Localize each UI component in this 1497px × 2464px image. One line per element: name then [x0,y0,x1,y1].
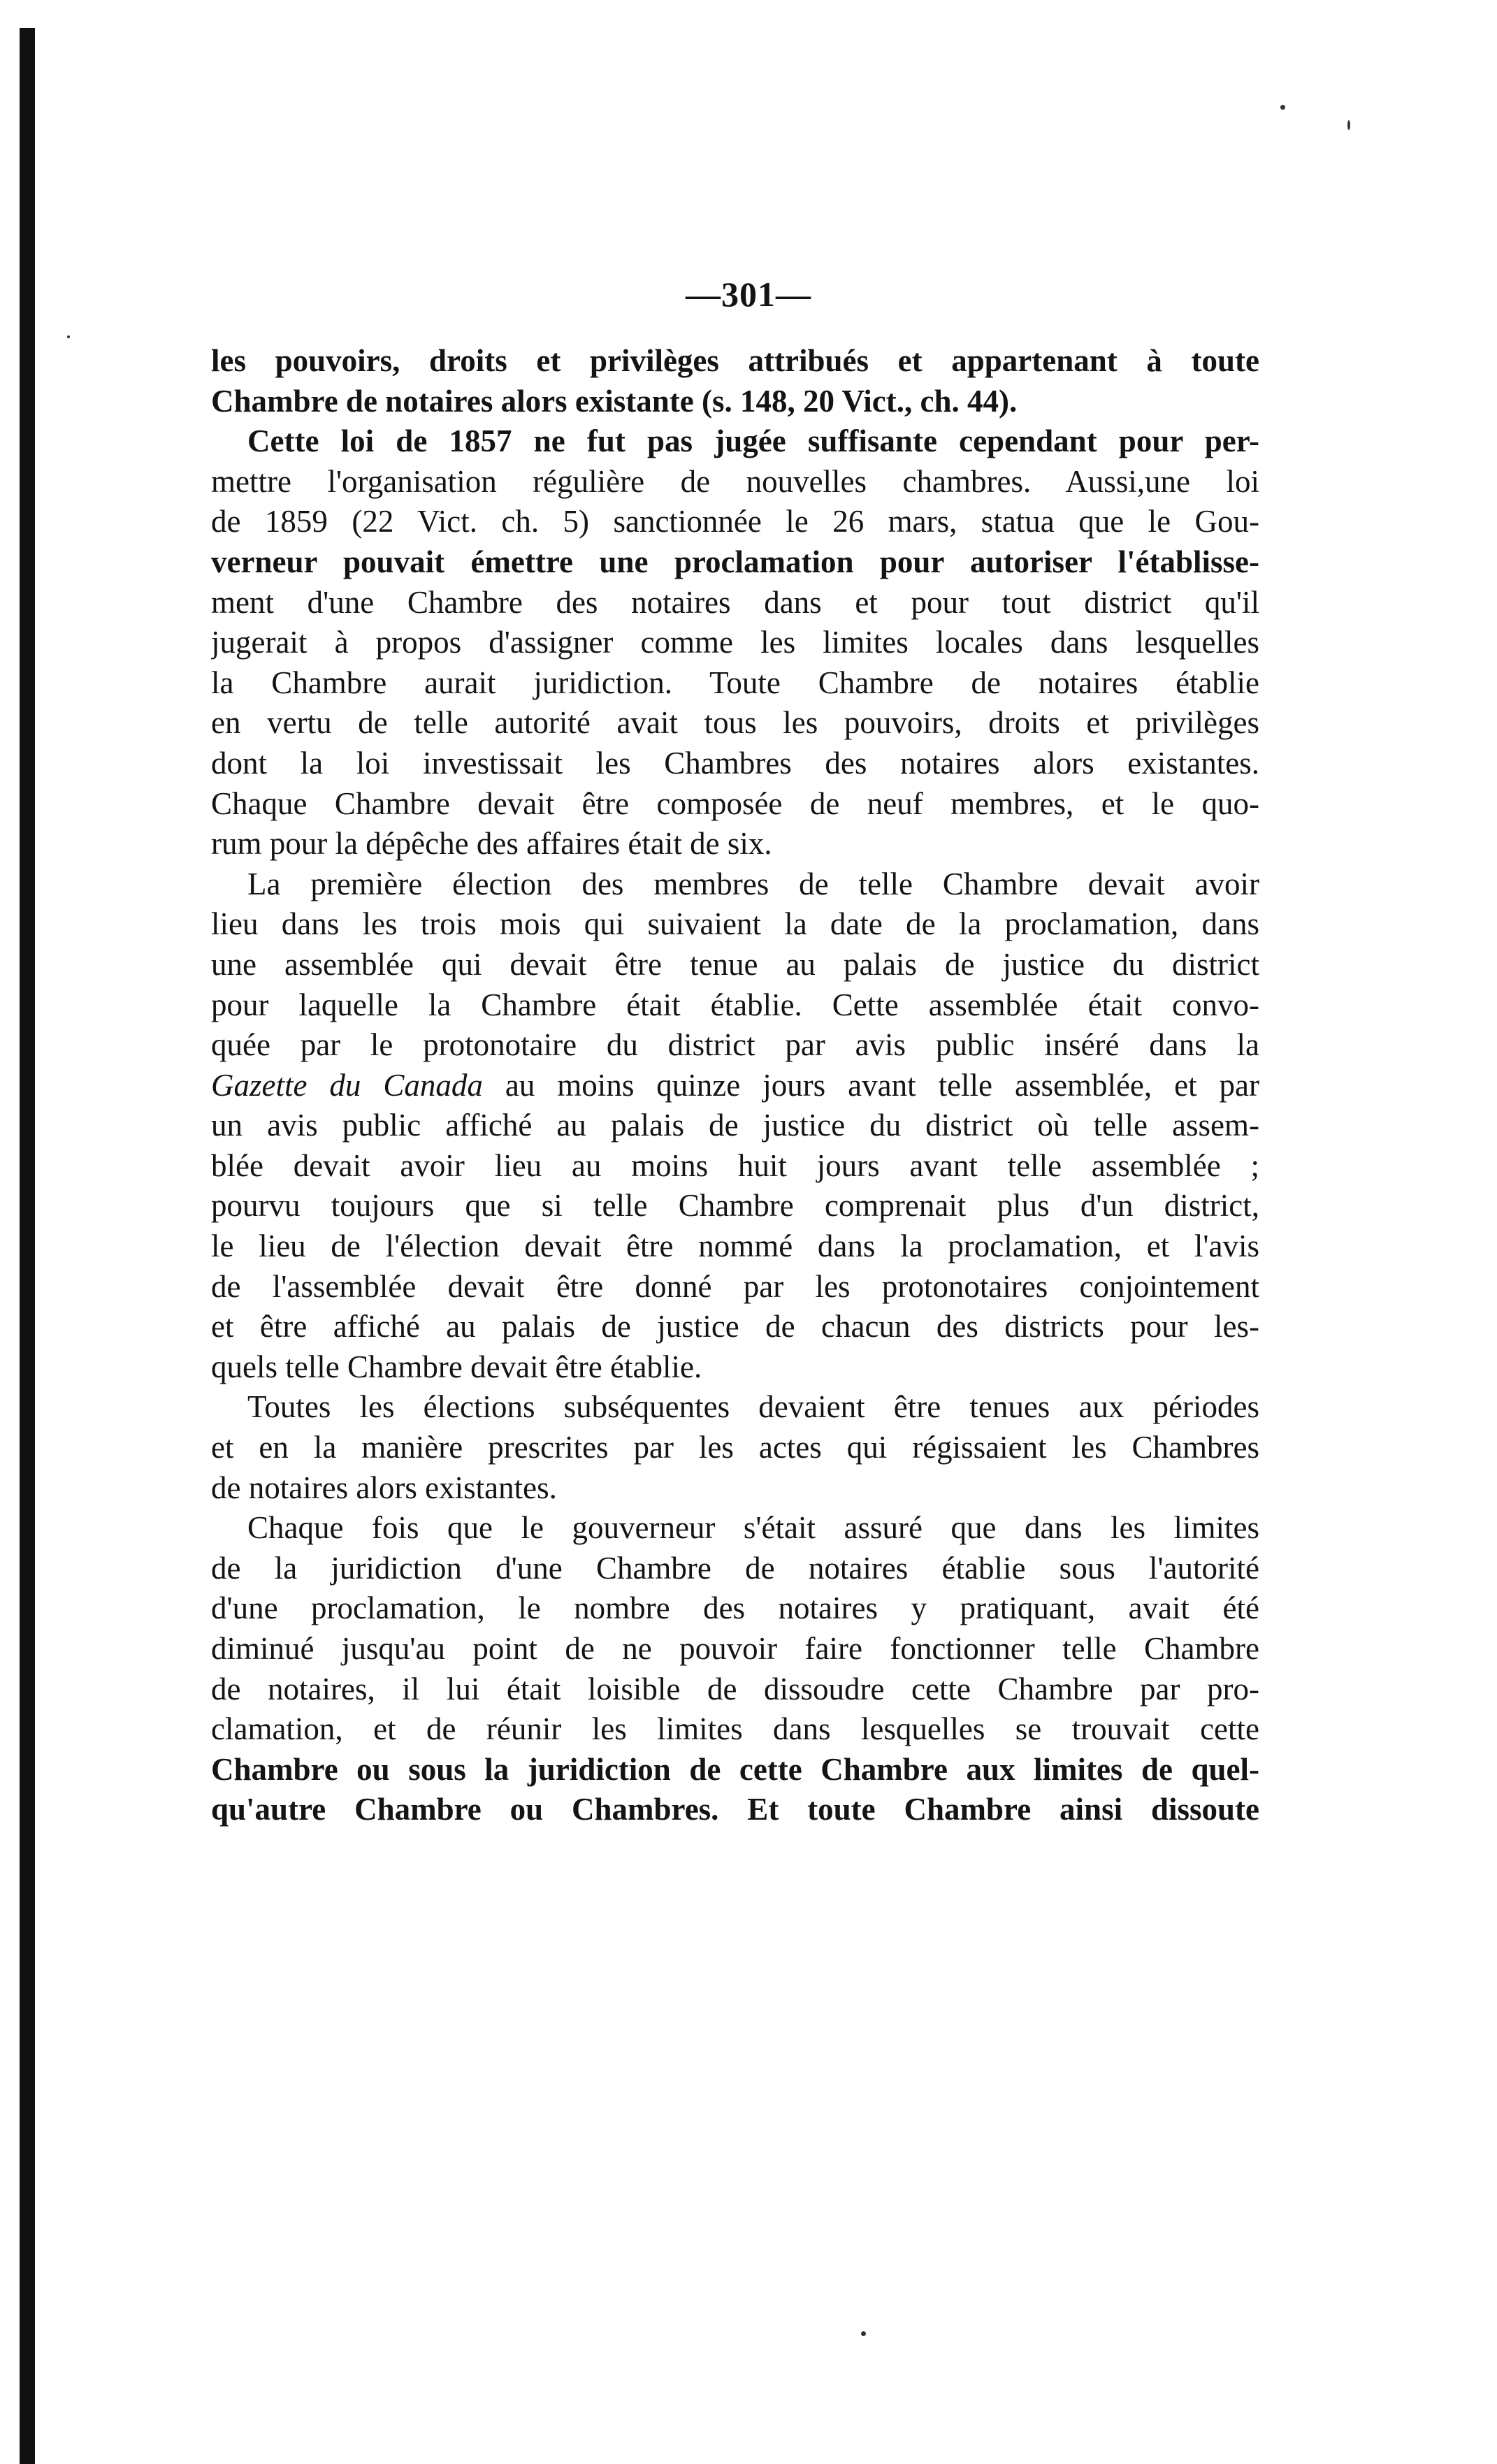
text-line: rum pour la dépêche des affaires était de six. [211,826,772,862]
text-line: et en la manière prescrites par les actes qui régissaient les Chambres [211,1430,1259,1465]
text-line: Chaque Chambre devait être composée de neuf membres, et le quo- [211,785,1259,821]
text-line: le lieu de l'élection devait être nommé dans la proclamation, et l'avis [211,1229,1259,1264]
text-line: d'une proclamation, le nombre des notaires y pratiquant, avait été [211,1590,1259,1626]
text-line: quels telle Chambre devait être établie. [211,1349,702,1384]
text-line: dont la loi investissait les Chambres des notaires alors existantes. [211,745,1259,781]
text-line: clamation, et de réunir les limites dans lesquelles se trouvait cette [211,1711,1259,1747]
text-line: jugerait à propos d'assigner comme les limites locales dans lesquelles [211,625,1259,660]
scan-speck [861,2331,866,2336]
text-line: pourvu toujours que si telle Chambre comprenait plus d'un district, [211,1188,1259,1224]
text-line: Cette loi de 1857 ne fut pas jugée suffisante cependant pour per- [247,423,1259,459]
text-line: de 1859 (22 Vict. ch. 5) sanctionnée le 26 mars, statua que le Gou- [211,504,1259,539]
text-line: Toutes les élections subséquentes devaient être tenues aux périodes [247,1389,1259,1425]
body-text [211,341,1259,1830]
text-line-gazette [211,1066,1259,1106]
text-line: de notaires alors existantes. [211,1470,557,1505]
text-line: une assemblée qui devait être tenue au palais de justice du district [211,946,1259,982]
text-line: de l'assemblée devait être donné par les protonotaires conjointement [211,1268,1259,1304]
text-line: quée par le protonotaire du district par avis public inséré dans la [211,1027,1259,1063]
text-line: La première élection des membres de telle Chambre devait avoir [247,866,1259,901]
page-binding-edge [20,28,35,2464]
text-line: en vertu de telle autorité avait tous les pouvoirs, droits et privilèges [211,705,1259,741]
text-line: un avis public affiché au palais de justice du district où telle assem- [211,1108,1259,1143]
text-line: mettre l'organisation régulière de nouvelles chambres. Aussi,une loi [211,463,1259,499]
text-line: lieu dans les trois mois qui suivaient la date de la proclamation, dans [211,906,1259,942]
scan-speck [1347,120,1350,130]
text-line: pour laquelle la Chambre était établie. Cette assemblée était convo- [211,987,1259,1022]
page-number: —301— [686,275,811,314]
text-line: les pouvoirs, droits et privilèges attribués et appartenant à toute [211,343,1259,378]
text-line: Chambre ou sous la juridiction de cette Chambre aux limites de quel- [211,1751,1259,1787]
text-line: Chaque fois que le gouverneur s'était assuré que dans les limites [247,1510,1259,1546]
text-line-rest: au moins quinze jours avant telle assemblée, et par [505,1067,1259,1103]
text-line: de la juridiction d'une Chambre de notaires établie sous l'autorité [211,1550,1259,1586]
text-line: ment d'une Chambre des notaires dans et pour tout district qu'il [211,584,1259,620]
text-line: et être affiché au palais de justice de chacun des districts pour les- [211,1309,1259,1345]
text-line: diminué jusqu'au point de ne pouvoir faire fonctionner telle Chambre [211,1631,1259,1666]
text-line: Chambre de notaires alors existante (s. 148, 20 Vict., ch. 44). [211,383,1018,419]
text-line: la Chambre aurait juridiction. Toute Chambre de notaires établie [211,665,1259,700]
scan-speck [67,335,70,338]
text-line: blée devait avoir lieu au moins huit jours avant telle assemblée ; [211,1147,1259,1183]
text-line: verneur pouvait émettre une proclamation pour autoriser l'établisse- [211,544,1259,579]
newspaper-title: Gazette du Canada [211,1067,483,1103]
text-line: qu'autre Chambre ou Chambres. Et toute Chambre ainsi dissoute [211,1792,1259,1827]
scan-speck [1280,105,1285,110]
text-line: de notaires, il lui était loisible de dissoudre cette Chambre par pro- [211,1671,1259,1706]
